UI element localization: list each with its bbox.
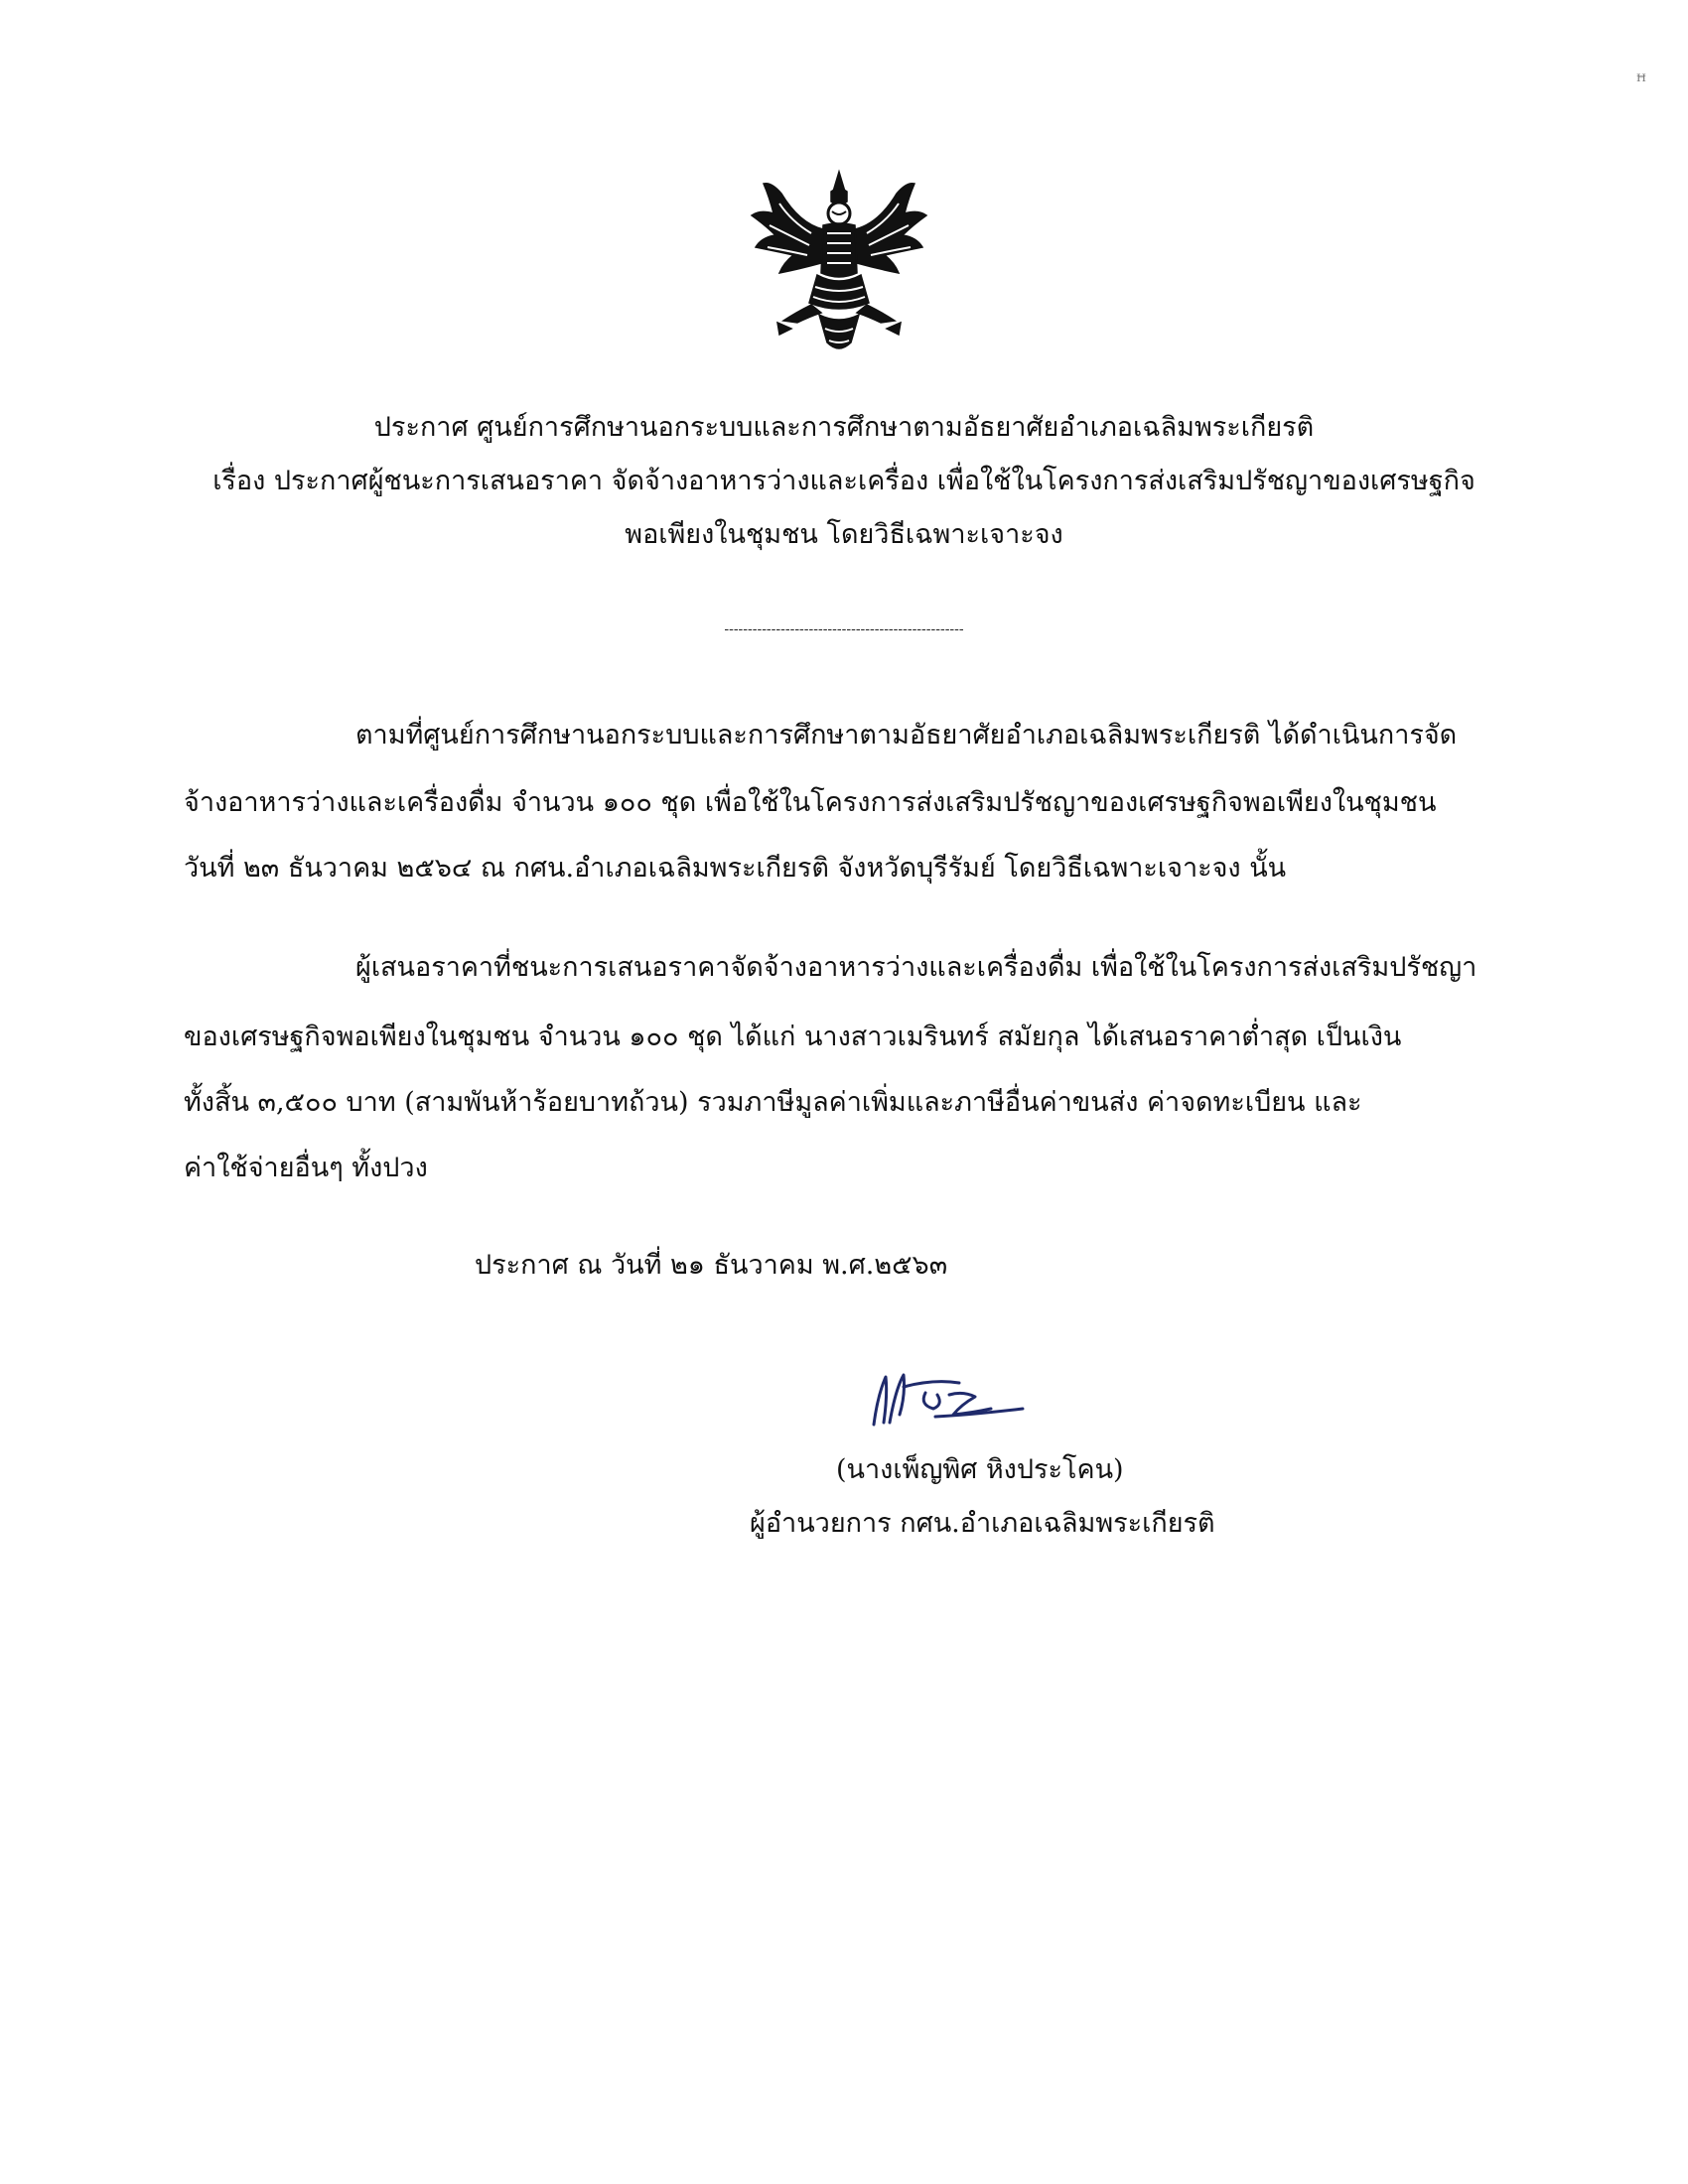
paragraph2-line4: ค่าใช้จ่ายอื่นๆ ทั้งปวง xyxy=(184,1153,428,1183)
paragraph1-line1: ตามที่ศูนย์การศึกษานอกระบบและการศึกษาตามอัธยาศัยอำเภอเฉลิมพระเกียรติ ได้ดำเนินการจัด xyxy=(355,720,1458,751)
announcement-date: ประกาศ ณ วันที่ ๒๑ ธันวาคม พ.ศ.๒๕๖๓ xyxy=(475,1250,948,1281)
announcement-subject-line: เรื่อง ประกาศผู้ชนะการเสนอราคา จัดจ้างอาหารว่างและเครื่อง เพื่อใช้ในโครงการส่งเสริมปรัชญาของเศรษฐกิจ xyxy=(212,466,1476,496)
paragraph2-line1: ผู้เสนอราคาที่ชนะการเสนอราคาจัดจ้างอาหารว่างและเครื่องดื่ม เพื่อใช้ในโครงการส่งเสริมปรัชญา xyxy=(355,952,1477,983)
paragraph1-line2: จ้างอาหารว่างและเครื่องดื่ม จำนวน ๑๐๐ ชุด เพื่อใช้ในโครงการส่งเสริมปรัชญาของเศรษฐกิจพอเพียงในชุมชน xyxy=(184,787,1437,818)
signer-name: (นางเพ็ญพิศ หิงประโคน) xyxy=(836,1454,1124,1485)
handwritten-signature xyxy=(864,1365,1033,1434)
corner-scan-mark: ꟸ xyxy=(1636,71,1646,92)
paragraph2-line3: ทั้งสิ้น ๓,๕๐๐ บาท (สามพันห้าร้อยบาทถ้วน) รวมภาษีมูลค่าเพิ่มและภาษีอื่นค่าขนส่ง ค่าจดทะเบียน และ xyxy=(184,1087,1362,1118)
separator-line: --------------------------------------------------- xyxy=(724,621,964,637)
paragraph1-line3: วันที่ ๒๓ ธันวาคม ๒๕๖๔ ณ กศน.อำเภอเฉลิมพระเกียรติ จังหวัดบุรีรัมย์ โดยวิธีเฉพาะเจาะจง นั้น xyxy=(184,853,1287,884)
paragraph2-line2: ของเศรษฐกิจพอเพียงในชุมชน จำนวน ๑๐๐ ชุด ได้แก่ นางสาวเมรินทร์ สมัยกุล ได้เสนอราคาต่ำสุด เป็นเงิน xyxy=(184,1022,1402,1052)
signer-position: ผู้อำนวยการ กศน.อำเภอเฉลิมพระเกียรติ xyxy=(750,1508,1215,1539)
announcement-subject-continued: พอเพียงในชุมชน โดยวิธีเฉพาะเจาะจง xyxy=(625,519,1063,550)
garuda-emblem-icon xyxy=(740,164,938,362)
announcement-issuer-line: ประกาศ ศูนย์การศึกษานอกระบบและการศึกษาตามอัธยาศัยอำเภอเฉลิมพระเกียรติ xyxy=(373,412,1315,443)
